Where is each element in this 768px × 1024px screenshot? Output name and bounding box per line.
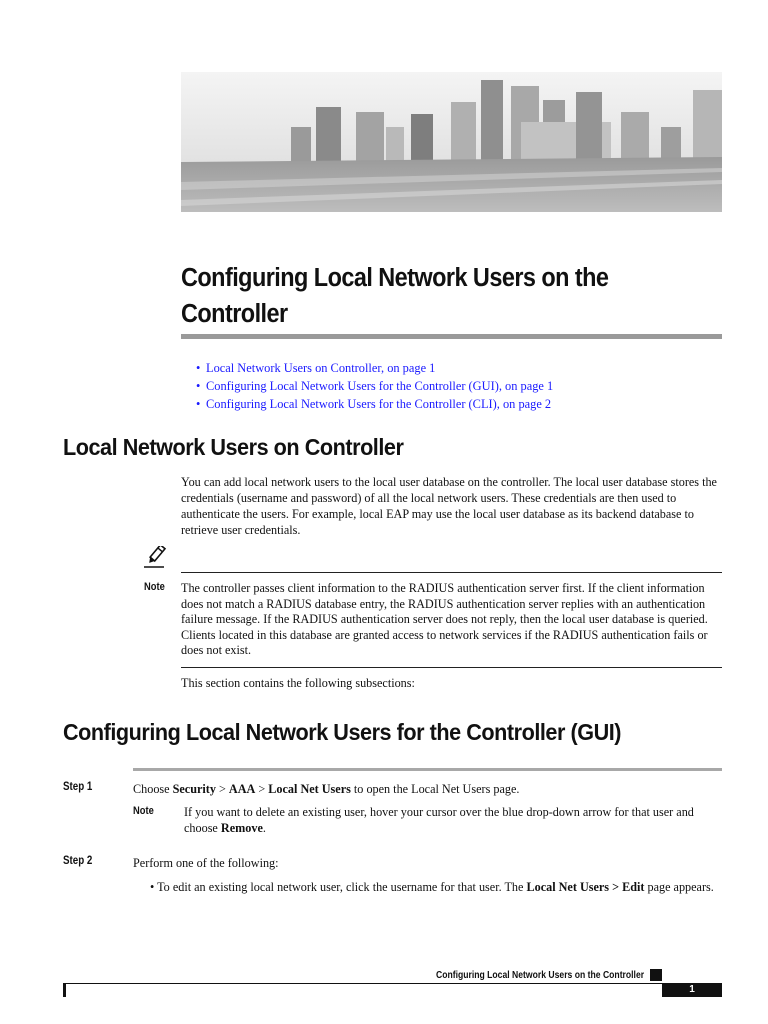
step-2-bullet — [150, 879, 730, 895]
steps-top-rule — [133, 768, 722, 771]
footer-marker — [650, 969, 662, 981]
step-1-suffix: to open the Local Net Users page. — [350, 782, 520, 796]
section-heading-configuring-gui: Configuring Local Network Users for the Controller (GUI) — [63, 719, 622, 745]
banner-image — [181, 72, 722, 212]
bullet-suffix: page appears. — [644, 880, 714, 894]
menu-path-security: Security — [172, 782, 216, 796]
footer-rule — [63, 983, 722, 984]
menu-path-aaa: AAA — [228, 782, 256, 796]
footer-title: Configuring Local Network Users on the Controller — [436, 969, 645, 981]
toc-item[interactable] — [196, 377, 553, 395]
section-heading-local-network-users: Local Network Users on Controller — [63, 434, 404, 460]
step-2-label: Step 2 — [63, 855, 93, 867]
bullet-prefix: • To edit an existing local network user, click the username for that user. The — [150, 880, 527, 894]
toc-link-configuring-cli[interactable]: Configuring Local Network Users for the Controller (CLI), on page 2 — [206, 397, 552, 411]
note-top-rule — [181, 572, 722, 573]
footer-left-marker — [63, 983, 66, 997]
note-text: The controller passes client information to the RADIUS authentication server first. If the client information does not match a RADIUS database entry, the RADIUS authentication server replies with an authentication failure message. If the RADIUS authentication server does not reply, then the local user database is queried. Clients located in this database are granted access to network services if the RADIUS authentication fails or does not exist. — [181, 581, 708, 657]
subsections-text: This section contains the following subsections: — [181, 676, 415, 690]
path-separator: > — [255, 782, 269, 796]
page-number: 1 — [662, 983, 722, 997]
step-note-text — [184, 804, 722, 836]
step-note-suffix: . — [262, 821, 266, 835]
menu-path-local-net-users: Local Net Users — [268, 782, 351, 796]
step-1-text — [133, 781, 722, 797]
toc-item[interactable] — [196, 395, 553, 413]
step-note-prefix: If you want to delete an existing user, hover your cursor over the blue drop-down arrow for that user and choose — [184, 805, 694, 835]
toc-item[interactable] — [196, 359, 553, 377]
step-2-text: Perform one of the following: — [133, 856, 279, 870]
remove-option-text: Remove — [220, 821, 263, 835]
chapter-title: Configuring Local Network Users on the Controller — [181, 264, 609, 328]
step-1-prefix: Choose — [133, 782, 173, 796]
intro-paragraph: You can add local network users to the local user database on the controller. The local user database stores the credentials (username and password) of all the local network users. These credentials are then used to authenticate the users. For example, local EAP may use the local user database as its backend database to retrieve user credentials. — [181, 475, 717, 537]
note-label: Note — [144, 581, 165, 593]
note-bottom-rule — [181, 667, 722, 668]
toc-link-configuring-gui[interactable]: Configuring Local Network Users for the Controller (GUI), on page 1 — [206, 379, 554, 393]
pencil-note-icon — [142, 546, 168, 568]
path-separator: > — [215, 782, 229, 796]
title-rule — [181, 334, 722, 339]
step-1-label: Step 1 — [63, 781, 93, 793]
step-note-label: Note — [133, 805, 154, 817]
toc-link-local-network-users[interactable]: Local Network Users on Controller, on page 1 — [206, 361, 436, 375]
toc-list — [196, 359, 553, 413]
local-net-users-edit-text: Local Net Users > Edit — [526, 880, 645, 894]
